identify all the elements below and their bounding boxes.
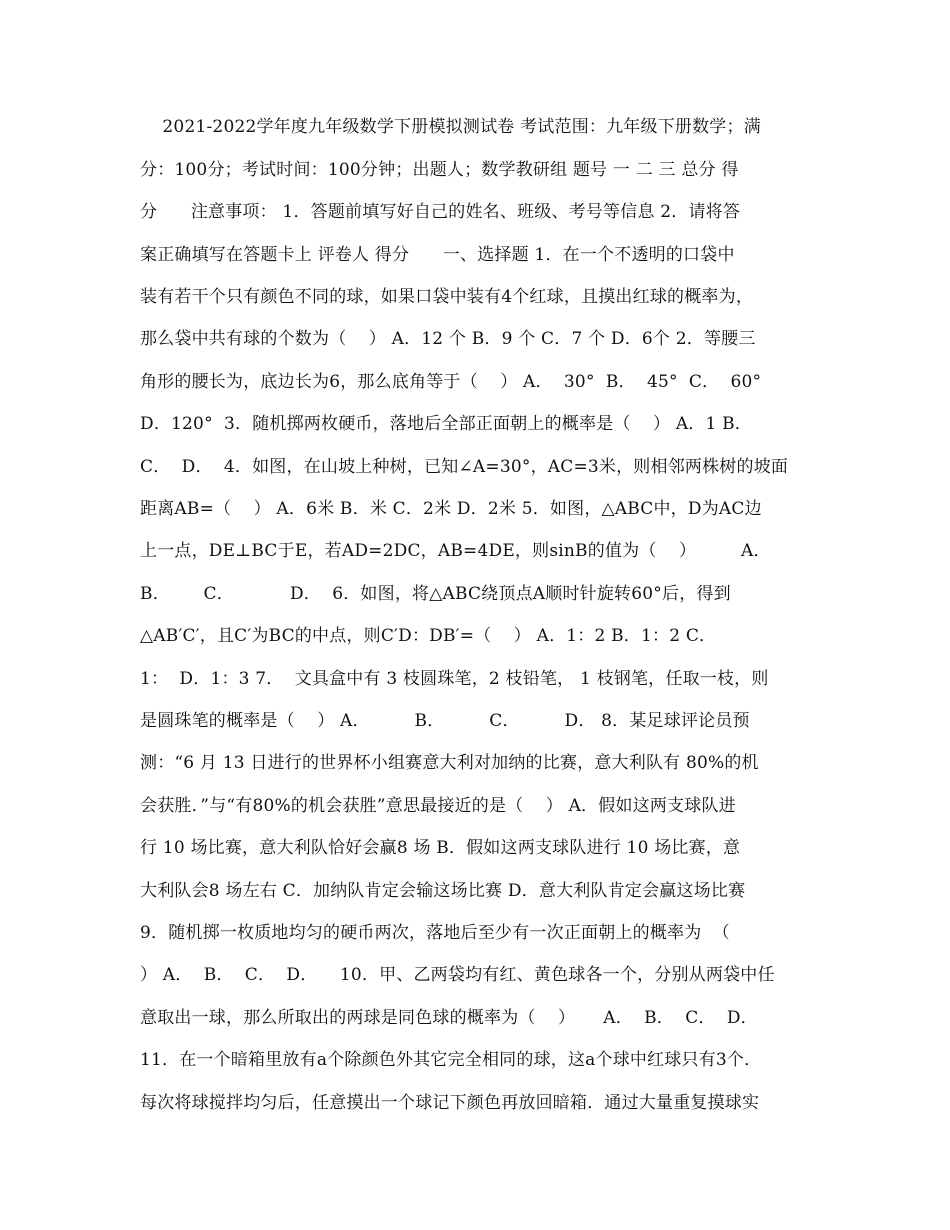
text-line: 测：“6 月 13 日进行的世界杯小组赛意大利对加纳的比赛，意大利队有 80%的机 (140, 753, 759, 773)
text-line: 2021-2022学年度九年级数学下册模拟测试卷 考试范围：九年级下册数学；满 (140, 117, 761, 137)
text-line: 每次将球搅拌均匀后，任意摸出一个球记下颜色再放回暗箱．通过大量重复摸球实 (140, 1093, 760, 1113)
text-line: 1： D．1：3 7． 文具盒中有 3 枝圆珠笔，2 枝铅笔， 1 枝钢笔，任取一枝，则 (140, 669, 769, 689)
text-line: 是圆珠笔的概率是（ ） A． B． C． D． 8．某足球评论员预 (140, 711, 750, 731)
text-line: ） A． B． C． D． 10．甲、乙两袋均有红、黄色球各一个，分别从两袋中任 (140, 965, 775, 985)
text-line: 分：100分；考试时间：100分钟；出题人；数学教研组 题号 一 二 三 总分 得 (140, 160, 739, 180)
text-line: 分 注意事项： 1．答题前填写好自己的姓名、班级、考号等信息 2．请将答 (140, 202, 741, 222)
text-line: 意取出一球，那么所取出的两球是同色球的概率为（ ） A． B． C． D． (140, 1008, 758, 1028)
text-line: 装有若干个只有颜色不同的球，如果口袋中装有4个红球，且摸出红球的概率为， (140, 287, 754, 307)
text-line: D．120° 3．随机掷两枚硬币，落地后全部正面朝上的概率是（ ） A．1 B． (140, 414, 753, 434)
text-line: 案正确填写在答题卡上 评卷人 得分 一、选择题 1．在一个不透明的口袋中 (140, 245, 735, 265)
text-line: 那么袋中共有球的个数为（ ） A．12 个 B．9 个 C．7 个 D．6个 2．等腰三 (140, 329, 756, 349)
text-line: 大利队会8 场左右 C．加纳队肯定会输这场比赛 D．意大利队肯定会赢这场比赛 (140, 881, 746, 901)
text-line: 行 10 场比赛，意大利队恰好会赢8 场 B．假如这两支球队进行 10 场比赛，意 (140, 838, 741, 858)
text-line: △AB′C′，且C′为BC的中点，则C′D：DB′=（ ） A．1：2 B．1：2 C． (140, 626, 717, 646)
text-line: 9．随机掷一枚质地均匀的硬币两次，落地后至少有一次正面朝上的概率为 （ (140, 923, 730, 943)
text-line: B． C． D． 6．如图，将△ABC绕顶点A顺时针旋转60°后，得到 (140, 584, 731, 604)
text-line: 角形的腰长为，底边长为6，那么底角等于（ ） A． 30° B． 45° C． 60° (140, 372, 762, 392)
text-line: 会获胜．”与“有80%的机会获胜”意思最接近的是（ ） A．假如这两支球队进 (140, 796, 736, 816)
text-line: C． D． 4．如图，在山坡上种树，已知∠A=30°，AC=3米，则相邻两株树的坡面 (140, 457, 789, 477)
text-line: 距离AB=（ ） A．6米 B．米 C．2米 D．2米 5．如图，△ABC中，D为AC边 (140, 499, 762, 519)
text-line: 11．在一个暗箱里放有a个除颜色外其它完全相同的球，这a个球中红球只有3个． (140, 1050, 762, 1070)
text-line: 上一点，DE⊥BC于E，若AD=2DC，AB=4DE，则sinB的值为（ ） A． (140, 541, 771, 561)
